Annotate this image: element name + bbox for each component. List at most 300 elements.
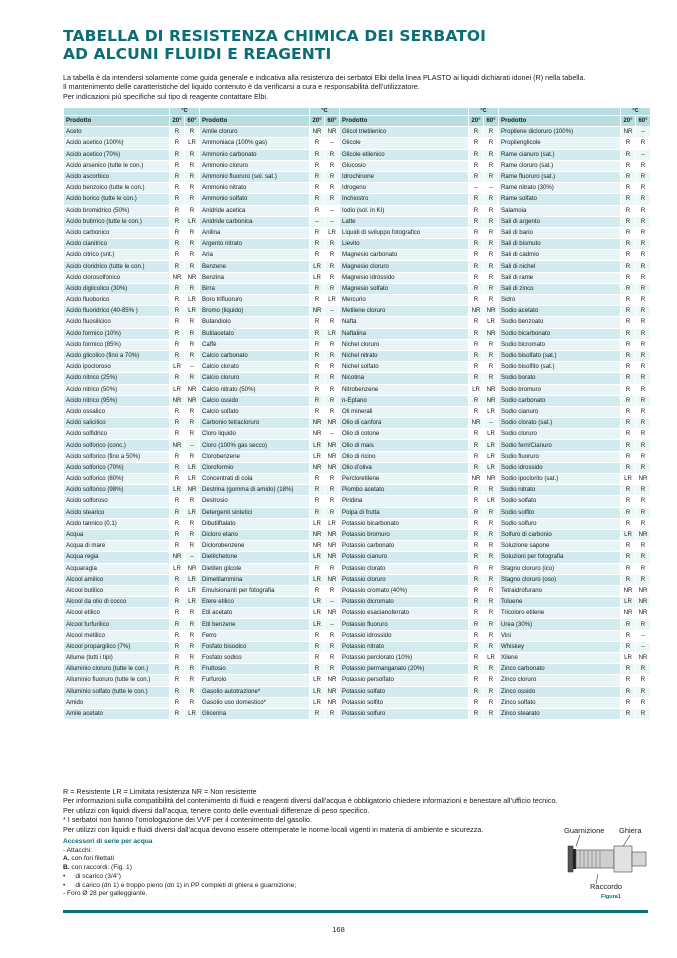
value-20: R (170, 608, 185, 619)
value-60: R (325, 362, 340, 373)
value-20: R (310, 171, 325, 182)
product-name: Acido ascorbico (64, 171, 170, 182)
value-60: R (484, 686, 499, 697)
product-name: Destrina (gomma di amido) (18%) (200, 485, 310, 496)
product-name: Tetraidrofurano (499, 585, 621, 596)
product-name: Butilacetato (200, 328, 310, 339)
product-name: Glucosio (340, 160, 469, 171)
table-row (64, 496, 651, 507)
table-row (64, 362, 651, 373)
value-20: R (621, 496, 636, 507)
value-60: NR (185, 272, 200, 283)
value-20: NR (310, 127, 325, 138)
value-60: -- (325, 597, 340, 608)
value-20: R (621, 675, 636, 686)
product-name: Magnesio carbonato (340, 250, 469, 261)
value-20: R (469, 272, 484, 283)
table-row (64, 328, 651, 339)
value-60: R (185, 697, 200, 708)
value-20: NR (310, 541, 325, 552)
value-20: R (621, 518, 636, 529)
product-name: Olio di cotone (340, 429, 469, 440)
value-20: R (170, 418, 185, 429)
value-20: R (469, 194, 484, 205)
product-name: Rame fluoruro (sat.) (499, 171, 621, 182)
value-20: R (469, 149, 484, 160)
product-name: Potassio solfato (340, 686, 469, 697)
table-row (64, 630, 651, 641)
value-60: R (484, 295, 499, 306)
value-60: LR (185, 585, 200, 596)
product-name: Piombo acetato (340, 485, 469, 496)
table-row (64, 261, 651, 272)
product-name: Ammoniaca (100% gas) (200, 138, 310, 149)
accessory-a-text: con fori filettati (69, 855, 114, 863)
value-20: R (170, 686, 185, 697)
value-60: R (636, 261, 651, 272)
value-20: R (469, 261, 484, 272)
product-name: Acido citrico (snt.) (64, 250, 170, 261)
value-60: LR (325, 227, 340, 238)
value-60: R (636, 697, 651, 708)
col-header-20: 20° (310, 116, 325, 127)
accessory-bullet-text: di carico (dn 1) e troppo pieno (dn 1) in PP completi di ghiera e guarnizione; (75, 881, 297, 889)
product-name: Acido formico (10%) (64, 328, 170, 339)
value-20: R (621, 205, 636, 216)
value-60: R (484, 630, 499, 641)
value-20: -- (310, 216, 325, 227)
value-20: R (621, 406, 636, 417)
value-20: R (469, 440, 484, 451)
value-60: R (636, 440, 651, 451)
product-name: Fosfato bisodico (200, 641, 310, 652)
value-60: R (636, 574, 651, 585)
value-60: NR (484, 328, 499, 339)
value-20: R (469, 171, 484, 182)
product-name: Alcool amilico (64, 574, 170, 585)
value-60: R (636, 250, 651, 261)
value-20: R (310, 194, 325, 205)
value-60: -- (185, 362, 200, 373)
table-row (64, 295, 651, 306)
resistance-table (63, 107, 651, 720)
table-row (64, 585, 651, 596)
value-60: R (325, 664, 340, 675)
value-20: R (621, 216, 636, 227)
col-header-60: 60° (636, 116, 651, 127)
product-name: Anidride acetica (200, 205, 310, 216)
value-60: R (484, 138, 499, 149)
value-20: R (170, 496, 185, 507)
value-60: R (325, 585, 340, 596)
value-20: LR (310, 675, 325, 686)
value-20: R (469, 507, 484, 518)
value-20: R (310, 317, 325, 328)
product-name: Anilina (200, 227, 310, 238)
value-60: NR (325, 418, 340, 429)
value-20: R (170, 597, 185, 608)
value-20: NR (310, 529, 325, 540)
value-60: R (636, 406, 651, 417)
accessory-bullet: • di carico (dn 1) e troppo pieno (dn 1) in PP completi di ghiera e guarnizione; (63, 881, 297, 889)
product-name: Mercurio (340, 295, 469, 306)
value-60: R (484, 664, 499, 675)
value-20: R (170, 507, 185, 518)
value-60: R (636, 171, 651, 182)
product-name: Potassio permanganato (20%) (340, 664, 469, 675)
value-60: R (484, 239, 499, 250)
table-row (64, 574, 651, 585)
product-name: Soluzioni per fotografia (499, 552, 621, 563)
product-name: Alluminio cloruro (tutte le con.) (64, 664, 170, 675)
value-20: LR (310, 261, 325, 272)
product-name: Alcool metilico (64, 630, 170, 641)
value-20: R (170, 697, 185, 708)
value-20: R (621, 462, 636, 473)
value-60: R (185, 171, 200, 182)
product-name: Amile acetato (64, 708, 170, 719)
value-60: R (325, 272, 340, 283)
value-60: R (185, 227, 200, 238)
value-60: LR (484, 496, 499, 507)
value-20: R (170, 283, 185, 294)
value-20: R (469, 295, 484, 306)
value-20: R (170, 350, 185, 361)
table-row (64, 216, 651, 227)
value-60: R (636, 194, 651, 205)
value-20: R (310, 250, 325, 261)
value-20: R (310, 664, 325, 675)
value-60: R (185, 250, 200, 261)
value-20: R (469, 160, 484, 171)
value-60: -- (325, 205, 340, 216)
value-60: R (325, 563, 340, 574)
product-name: Allume (tutti i tipi) (64, 653, 170, 664)
accessory-b-text: con raccordi: (Fig. 1) (69, 864, 132, 872)
product-name: Acido butirrico (tutte le con.) (64, 216, 170, 227)
intro-line: Per indicazioni più specifiche sul tipo di reagente contattare Elbi. (63, 91, 268, 101)
table-row (64, 529, 651, 540)
value-60: R (636, 373, 651, 384)
product-name: Etere etilico (200, 597, 310, 608)
product-name: Potassio carbonato (340, 541, 469, 552)
value-20: NR (469, 474, 484, 485)
product-name: Gasolio autotrazione* (200, 686, 310, 697)
value-20: NR (621, 608, 636, 619)
value-20: R (170, 462, 185, 473)
note-line: * I serbatoi non hanno l’omologazione dei VVF per il contenimento del gasolio. (63, 815, 312, 825)
product-name: Piridina (340, 496, 469, 507)
value-20: R (170, 641, 185, 652)
value-20: LR (310, 608, 325, 619)
col-header-60: 60° (325, 116, 340, 127)
product-name: Amido (64, 697, 170, 708)
product-name: Acido solforoso (64, 496, 170, 507)
value-60: R (484, 641, 499, 652)
value-60: LR (185, 138, 200, 149)
product-name: Metilene cloruro (340, 306, 469, 317)
value-20: R (469, 653, 484, 664)
value-60: NR (325, 451, 340, 462)
value-20: R (170, 630, 185, 641)
value-20: R (469, 552, 484, 563)
value-60: R (325, 283, 340, 294)
value-60: R (484, 149, 499, 160)
value-60: R (636, 216, 651, 227)
value-60: R (484, 552, 499, 563)
value-60: R (636, 429, 651, 440)
product-name: Destrosio (200, 496, 310, 507)
product-name: Potassio cloruro (340, 574, 469, 585)
value-20: R (469, 205, 484, 216)
title-line-2: AD ALCUNI FLUIDI E REAGENTI (63, 45, 332, 63)
table-row (64, 183, 651, 194)
product-name: Acido acetico (70%) (64, 149, 170, 160)
product-name: Acido salicilico (64, 418, 170, 429)
product-name: Rame nitrato (30%) (499, 183, 621, 194)
value-60: R (484, 250, 499, 261)
table-row (64, 283, 651, 294)
table-row (64, 306, 651, 317)
value-20: R (621, 552, 636, 563)
product-name: Sodio bromuro (499, 384, 621, 395)
value-20: LR (170, 384, 185, 395)
product-name: Zinco cloruro (499, 675, 621, 686)
accessory-bullet: • di scarico (3/4") (63, 872, 121, 880)
value-20: R (310, 641, 325, 652)
value-20: LR (469, 384, 484, 395)
value-20: R (469, 697, 484, 708)
product-name: Potassio cianuro (340, 552, 469, 563)
value-20: R (621, 708, 636, 719)
value-20: R (310, 149, 325, 160)
product-name: Sodio cloruro (499, 429, 621, 440)
value-20: R (469, 708, 484, 719)
value-60: R (636, 518, 651, 529)
value-60: R (484, 597, 499, 608)
table-unit-row (64, 108, 651, 116)
product-name: Calcio ossido (200, 395, 310, 406)
value-60: R (636, 708, 651, 719)
value-20: R (170, 171, 185, 182)
product-name: Nichel solfato (340, 362, 469, 373)
value-60: LR (185, 462, 200, 473)
product-name: Anidride carbonica (200, 216, 310, 227)
value-20: R (310, 183, 325, 194)
product-name: Sodio benzoato (499, 317, 621, 328)
product-name: Acido fluoborico (64, 295, 170, 306)
value-20: R (469, 250, 484, 261)
value-20: R (621, 373, 636, 384)
table-row (64, 708, 651, 719)
product-name: Tricoloro etilene (499, 608, 621, 619)
value-60: R (325, 194, 340, 205)
table-row (64, 227, 651, 238)
value-20: R (469, 630, 484, 641)
value-60: R (484, 619, 499, 630)
product-name: Liquidi di sviluppo fotografico (340, 227, 469, 238)
value-20: NR (310, 462, 325, 473)
value-60: LR (484, 462, 499, 473)
value-20: R (170, 541, 185, 552)
product-name: Naftalina (340, 328, 469, 339)
value-60: NR (185, 485, 200, 496)
value-60: R (325, 160, 340, 171)
value-20: R (310, 653, 325, 664)
product-name: Potassio solfito (340, 697, 469, 708)
value-60: LR (325, 295, 340, 306)
value-20: R (621, 395, 636, 406)
value-60: LR (484, 406, 499, 417)
value-20: LR (310, 440, 325, 451)
product-name: Dietilchetone (200, 552, 310, 563)
value-60: R (185, 653, 200, 664)
value-20: R (621, 507, 636, 518)
value-20: R (469, 283, 484, 294)
product-name: Acquaragia (64, 563, 170, 574)
value-60: R (185, 160, 200, 171)
product-name: Acido borico (tutte le con.) (64, 194, 170, 205)
value-60: NR (325, 552, 340, 563)
value-60: R (325, 708, 340, 719)
value-60: -- (185, 440, 200, 451)
product-name: Whiskey (499, 641, 621, 652)
product-name: Boro trifluoruro (200, 295, 310, 306)
value-20: R (621, 641, 636, 652)
product-name: Sodio bicromato (499, 339, 621, 350)
value-20: R (621, 697, 636, 708)
value-20: R (469, 563, 484, 574)
product-name: Acido cianitrico (64, 239, 170, 250)
value-20: R (170, 619, 185, 630)
value-60: LR (484, 451, 499, 462)
table-row (64, 171, 651, 182)
value-20: R (170, 518, 185, 529)
value-60: R (636, 675, 651, 686)
value-60: R (185, 239, 200, 250)
value-60: R (636, 317, 651, 328)
value-60: -- (325, 619, 340, 630)
unit-label: °C (310, 108, 340, 116)
col-header-60: 60° (185, 116, 200, 127)
value-60: R (325, 373, 340, 384)
value-20: R (469, 585, 484, 596)
value-60: R (484, 227, 499, 238)
value-20: R (469, 541, 484, 552)
value-20: LR (170, 485, 185, 496)
product-name: Acqua di mare (64, 541, 170, 552)
value-20: NR (170, 552, 185, 563)
product-name: Potassio bicarbonato (340, 518, 469, 529)
product-name: Soluzione sapone (499, 541, 621, 552)
product-name: Benzene (200, 261, 310, 272)
product-name: Alluminio fluoruro (tutte le con.) (64, 675, 170, 686)
product-name: Acido fluosilicico (64, 317, 170, 328)
product-name: Acido arsenico (tutte le con.) (64, 160, 170, 171)
table-row (64, 653, 651, 664)
intro-text (63, 73, 653, 101)
value-60: R (325, 384, 340, 395)
value-60: R (636, 686, 651, 697)
value-20: R (310, 227, 325, 238)
product-name: Idrochinone (340, 171, 469, 182)
table-row (64, 541, 651, 552)
value-60: R (636, 563, 651, 574)
product-name: Olio di canfora (340, 418, 469, 429)
value-20: R (469, 328, 484, 339)
value-60: R (185, 328, 200, 339)
value-60: LR (185, 474, 200, 485)
value-60: -- (325, 306, 340, 317)
product-name: Benzina (200, 272, 310, 283)
product-name: Urea (30%) (499, 619, 621, 630)
value-60: R (325, 183, 340, 194)
product-name: Nafta (340, 317, 469, 328)
value-20: R (469, 451, 484, 462)
value-60: LR (484, 440, 499, 451)
value-20: R (469, 362, 484, 373)
value-20: R (170, 216, 185, 227)
product-name: Sali di bario (499, 227, 621, 238)
product-name: Butandiolo (200, 317, 310, 328)
value-20: LR (170, 563, 185, 574)
value-20: NR (170, 272, 185, 283)
product-name: Acido ipocloroso (64, 362, 170, 373)
unit-label: °C (170, 108, 200, 116)
value-20: R (310, 239, 325, 250)
product-name: Alcool da olio di cocco (64, 597, 170, 608)
value-20: LR (310, 686, 325, 697)
col-header-60: 60° (484, 116, 499, 127)
product-name: Sodio acetato (499, 306, 621, 317)
product-name: Stagno cloruro (ico) (499, 563, 621, 574)
value-20: R (170, 339, 185, 350)
value-20: R (621, 295, 636, 306)
value-60: R (636, 507, 651, 518)
value-60: LR (325, 518, 340, 529)
value-20: R (310, 138, 325, 149)
table-row (64, 127, 651, 138)
value-20: R (621, 283, 636, 294)
table-row (64, 686, 651, 697)
table-row (64, 272, 651, 283)
value-60: R (325, 395, 340, 406)
intro-line: Il mantenimento delle caratteristiche del liquido contenuto è da verificarsi a cura e responsabilità dell’utilizzatore. (63, 82, 420, 92)
value-60: -- (636, 641, 651, 652)
page-title (63, 27, 653, 63)
product-name: Ammonio nitrato (200, 183, 310, 194)
product-name: Potassio nitrato (340, 641, 469, 652)
table-header-row (64, 116, 651, 127)
value-60: R (484, 171, 499, 182)
value-20: R (621, 317, 636, 328)
product-name: Acido solforico (80%) (64, 474, 170, 485)
value-20: R (469, 619, 484, 630)
product-name: Alluminio solfato (tutte le con.) (64, 686, 170, 697)
product-name: Sali di cadmio (499, 250, 621, 261)
product-name: Acido clorosolfonico (64, 272, 170, 283)
product-name: Fosfato sodico (200, 653, 310, 664)
product-name: Ammonio cloruro (200, 160, 310, 171)
product-name: Sodio nitrato (499, 485, 621, 496)
value-20: R (170, 664, 185, 675)
table-row (64, 485, 651, 496)
table-row (64, 552, 651, 563)
value-60: R (484, 518, 499, 529)
value-20: R (469, 597, 484, 608)
value-60: LR (185, 306, 200, 317)
value-20: R (170, 474, 185, 485)
